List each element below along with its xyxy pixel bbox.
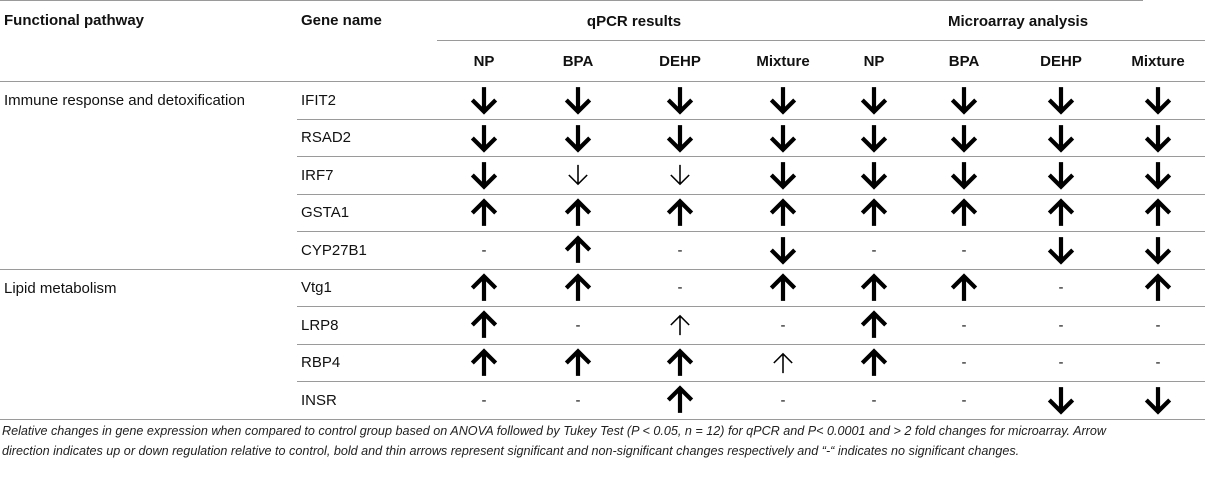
- arrow-down-icon-bold: [950, 124, 978, 152]
- dash-mark: -: [481, 391, 487, 409]
- arrow-up-icon-bold: [666, 199, 694, 227]
- arrow-down-icon-bold: [860, 124, 888, 152]
- gene-name-cell: GSTA1: [297, 194, 437, 232]
- arrow-down-icon-bold: [1144, 86, 1172, 114]
- arrow-up-icon-thin: [669, 314, 691, 336]
- arrow-down-icon-bold: [769, 236, 797, 264]
- arrow-down-icon-bold: [769, 161, 797, 189]
- dash-mark: -: [677, 241, 683, 259]
- arrow-down-icon-bold: [564, 124, 592, 152]
- no-change-dash: [917, 344, 1011, 382]
- dash-mark: -: [575, 391, 581, 409]
- arrow-up-icon-bold: [1047, 199, 1075, 227]
- dash-mark: -: [961, 316, 967, 334]
- table-row: [0, 269, 1205, 307]
- arrow-down-icon-bold: [1047, 161, 1075, 189]
- no-change-dash: [437, 382, 531, 420]
- gene-name-cell: IFIT2: [297, 82, 437, 120]
- arrow-up-cell: [625, 382, 735, 420]
- arrow-up-cell: [437, 344, 531, 382]
- arrow-down-cell: [735, 119, 831, 157]
- dash-mark: -: [481, 241, 487, 259]
- arrow-down-cell: [625, 119, 735, 157]
- header-functional-pathway: Functional pathway: [0, 2, 297, 82]
- arrow-up-cell: [531, 269, 625, 307]
- arrow-down-cell: [1111, 82, 1205, 120]
- arrow-up-icon-bold: [1144, 274, 1172, 302]
- no-change-dash: [531, 382, 625, 420]
- arrow-up-cell: [625, 307, 735, 345]
- arrow-down-cell: [1111, 382, 1205, 420]
- arrow-up-cell: [917, 269, 1011, 307]
- arrow-down-icon-bold: [950, 161, 978, 189]
- arrow-up-icon-bold: [470, 199, 498, 227]
- arrow-down-cell: [1011, 119, 1111, 157]
- arrow-down-icon-bold: [860, 86, 888, 114]
- arrow-up-icon-bold: [950, 199, 978, 227]
- arrow-down-cell: [735, 157, 831, 195]
- arrow-up-cell: [1111, 194, 1205, 232]
- dash-mark: -: [871, 241, 877, 259]
- arrow-down-cell: [437, 82, 531, 120]
- arrow-up-cell: [917, 194, 1011, 232]
- dash-mark: -: [575, 316, 581, 334]
- no-change-dash: [917, 307, 1011, 345]
- arrow-up-cell: [831, 269, 917, 307]
- no-change-dash: [1011, 307, 1111, 345]
- dash-mark: -: [1058, 316, 1064, 334]
- header-microarray-bpa: BPA: [917, 41, 1011, 82]
- no-change-dash: [831, 382, 917, 420]
- arrow-down-icon-bold: [950, 86, 978, 114]
- gene-name-cell: IRF7: [297, 157, 437, 195]
- arrow-down-icon-bold: [1047, 124, 1075, 152]
- arrow-down-icon-bold: [769, 86, 797, 114]
- header-qpcr-results: qPCR results: [437, 2, 831, 41]
- arrow-up-cell: [437, 194, 531, 232]
- no-change-dash: [917, 232, 1011, 270]
- arrow-up-icon-bold: [860, 274, 888, 302]
- dash-mark: -: [961, 354, 967, 372]
- arrow-down-icon-bold: [1047, 86, 1075, 114]
- arrow-down-cell: [1011, 82, 1111, 120]
- no-change-dash: [1011, 344, 1111, 382]
- header-qpcr-bpa: BPA: [531, 41, 625, 82]
- arrow-up-icon-bold: [666, 349, 694, 377]
- arrow-down-icon-bold: [666, 86, 694, 114]
- no-change-dash: [1011, 269, 1111, 307]
- dash-mark: -: [1058, 354, 1064, 372]
- header-microarray-dehp: DEHP: [1011, 41, 1111, 82]
- arrow-down-cell: [1011, 382, 1111, 420]
- arrow-down-cell: [831, 82, 917, 120]
- no-change-dash: [735, 382, 831, 420]
- arrow-down-cell: [917, 119, 1011, 157]
- dash-mark: -: [961, 391, 967, 409]
- arrow-up-icon-bold: [470, 349, 498, 377]
- arrow-up-cell: [531, 232, 625, 270]
- arrow-up-cell: [1111, 269, 1205, 307]
- gene-name-cell: INSR: [297, 382, 437, 420]
- arrow-up-icon-bold: [1144, 199, 1172, 227]
- arrow-up-cell: [735, 344, 831, 382]
- arrow-down-cell: [437, 157, 531, 195]
- arrow-up-icon-bold: [860, 311, 888, 339]
- pathway-cell: Immune response and detoxification: [0, 82, 297, 270]
- no-change-dash: [625, 269, 735, 307]
- arrow-down-cell: [735, 232, 831, 270]
- no-change-dash: [831, 232, 917, 270]
- arrow-up-icon-bold: [950, 274, 978, 302]
- arrow-up-cell: [625, 194, 735, 232]
- header-microarray-mixture: Mixture: [1111, 41, 1205, 82]
- table-footnote: Relative changes in gene expression when compared to control group based on ANOVA followed by Tukey Test (P < 0.05, n = 12) for qPCR and P< 0.0001 and > 2 fold changes for microarray. Arrow direction indicates up or down regulation relative to control, bold and thin arrows represent significant and non-significant changes respectively and “-“ indicates no significant changes.: [2, 424, 1106, 458]
- arrow-up-cell: [437, 307, 531, 345]
- arrow-down-cell: [625, 82, 735, 120]
- arrow-down-icon-bold: [1144, 161, 1172, 189]
- dash-mark: -: [871, 391, 877, 409]
- arrow-up-icon-bold: [860, 199, 888, 227]
- arrow-up-cell: [735, 269, 831, 307]
- arrow-up-icon-bold: [564, 199, 592, 227]
- no-change-dash: [1111, 307, 1205, 345]
- dash-mark: -: [780, 391, 786, 409]
- arrow-down-cell: [1111, 157, 1205, 195]
- arrow-up-cell: [831, 344, 917, 382]
- gene-expression-table: [0, 2, 1205, 420]
- table-top-rule: [0, 0, 1143, 1]
- arrow-down-cell: [831, 157, 917, 195]
- arrow-up-icon-bold: [470, 311, 498, 339]
- arrow-down-icon-bold: [470, 86, 498, 114]
- arrow-down-cell: [1011, 232, 1111, 270]
- arrow-up-cell: [531, 344, 625, 382]
- dash-mark: -: [677, 279, 683, 297]
- table-body: [0, 82, 1205, 420]
- no-change-dash: [735, 307, 831, 345]
- arrow-down-icon-bold: [1144, 386, 1172, 414]
- arrow-down-icon-thin: [567, 164, 589, 186]
- arrow-up-cell: [831, 194, 917, 232]
- header-qpcr-mixture: Mixture: [735, 41, 831, 82]
- arrow-down-cell: [1111, 119, 1205, 157]
- dash-mark: -: [1155, 354, 1161, 372]
- arrow-down-icon-bold: [470, 161, 498, 189]
- header-row-1: [0, 2, 1205, 41]
- arrow-down-cell: [1111, 232, 1205, 270]
- gene-name-cell: RSAD2: [297, 119, 437, 157]
- header-qpcr-dehp: DEHP: [625, 41, 735, 82]
- arrow-up-icon-bold: [666, 386, 694, 414]
- arrow-up-icon-bold: [769, 199, 797, 227]
- gene-name-cell: LRP8: [297, 307, 437, 345]
- no-change-dash: [917, 382, 1011, 420]
- header-microarray-analysis: Microarray analysis: [831, 2, 1205, 41]
- arrow-up-cell: [625, 344, 735, 382]
- arrow-down-icon-bold: [564, 86, 592, 114]
- arrow-up-cell: [531, 194, 625, 232]
- gene-name-cell: Vtg1: [297, 269, 437, 307]
- pathway-cell: Lipid metabolism: [0, 269, 297, 419]
- arrow-down-icon-bold: [1047, 386, 1075, 414]
- arrow-down-cell: [1011, 157, 1111, 195]
- arrow-down-cell: [531, 82, 625, 120]
- arrow-down-cell: [735, 82, 831, 120]
- dash-mark: -: [961, 241, 967, 259]
- no-change-dash: [437, 232, 531, 270]
- dash-mark: -: [780, 316, 786, 334]
- no-change-dash: [531, 307, 625, 345]
- arrow-up-icon-bold: [564, 349, 592, 377]
- header-qpcr-np: NP: [437, 41, 531, 82]
- arrow-down-icon-bold: [860, 161, 888, 189]
- arrow-up-cell: [831, 307, 917, 345]
- arrow-down-icon-thin: [669, 164, 691, 186]
- arrow-down-icon-bold: [769, 124, 797, 152]
- table-row: [0, 82, 1205, 120]
- arrow-down-cell: [625, 157, 735, 195]
- gene-name-cell: RBP4: [297, 344, 437, 382]
- arrow-down-cell: [917, 82, 1011, 120]
- dash-mark: -: [1058, 279, 1064, 297]
- arrow-down-icon-bold: [1047, 236, 1075, 264]
- header-gene-name: Gene name: [297, 2, 437, 82]
- arrow-up-icon-bold: [564, 236, 592, 264]
- arrow-down-cell: [831, 119, 917, 157]
- arrow-up-icon-bold: [860, 349, 888, 377]
- arrow-down-cell: [437, 119, 531, 157]
- dash-mark: -: [1155, 316, 1161, 334]
- arrow-down-icon-bold: [1144, 124, 1172, 152]
- arrow-up-cell: [735, 194, 831, 232]
- arrow-up-icon-bold: [470, 274, 498, 302]
- arrow-up-cell: [437, 269, 531, 307]
- gene-name-cell: CYP27B1: [297, 232, 437, 270]
- arrow-down-icon-bold: [470, 124, 498, 152]
- arrow-down-cell: [917, 157, 1011, 195]
- arrow-down-icon-bold: [1144, 236, 1172, 264]
- arrow-up-icon-bold: [564, 274, 592, 302]
- arrow-up-icon-thin: [772, 352, 794, 374]
- no-change-dash: [625, 232, 735, 270]
- arrow-down-icon-bold: [666, 124, 694, 152]
- arrow-up-cell: [1011, 194, 1111, 232]
- header-microarray-np: NP: [831, 41, 917, 82]
- arrow-down-cell: [531, 119, 625, 157]
- arrow-down-cell: [531, 157, 625, 195]
- no-change-dash: [1111, 344, 1205, 382]
- arrow-up-icon-bold: [769, 274, 797, 302]
